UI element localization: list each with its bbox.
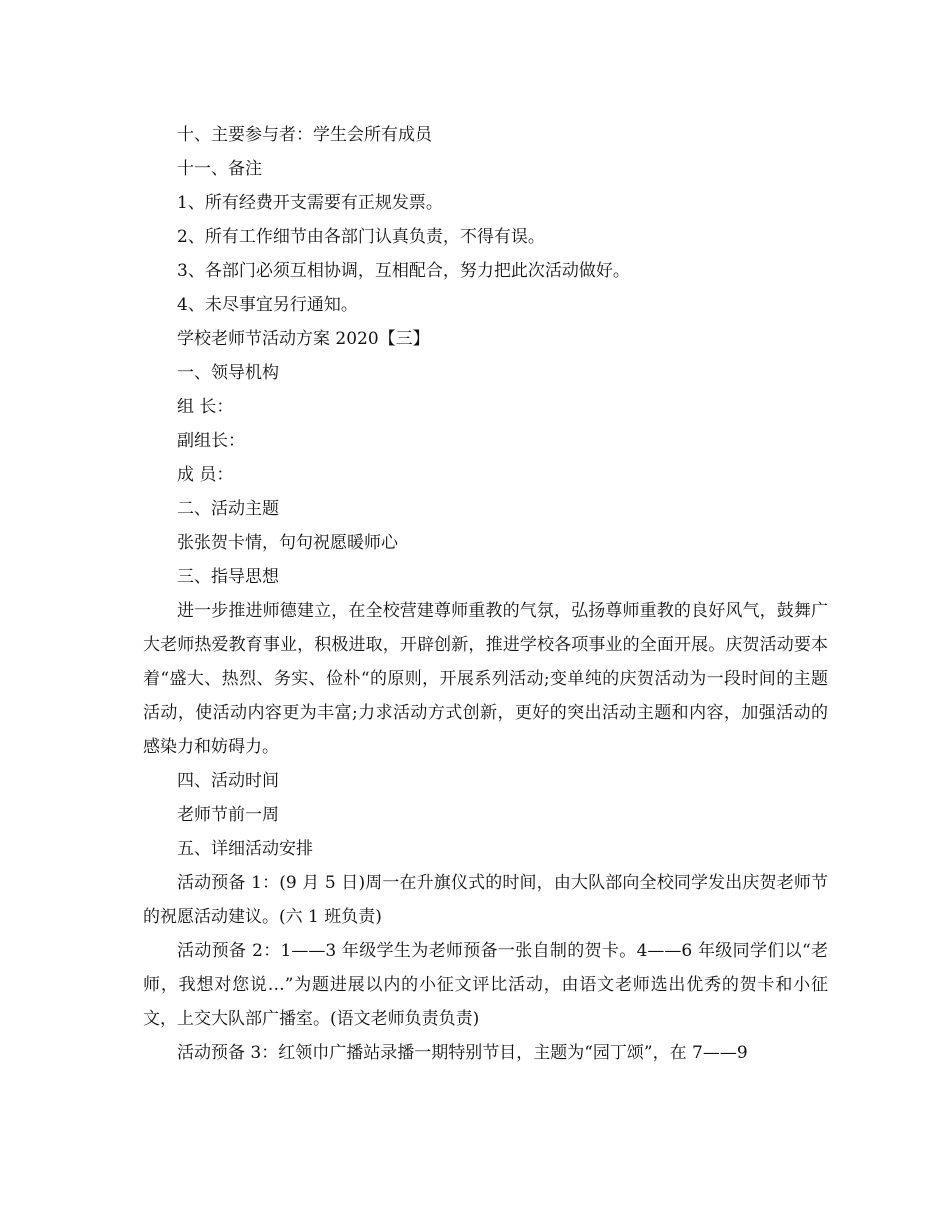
document-body [143, 118, 828, 1070]
guiding-thought-paragraph: 进一步推进师德建立，在全校营建尊师重教的气氛，弘扬尊师重教的良好风气，鼓舞广大老师热爱教育事业，积极进取，开辟创新，推进学校各项事业的全面开展。庆贺活动要本着“盛大、热烈、务实、俭朴“的原则，开展系列活动;变单纯的庆贺活动为一段时间的主题活动，使活动内容更为丰富;力求活动方式创新，更好的突出活动主题和内容，加强活动的感染力和妨碍力。 [143, 601, 828, 757]
deputy-leader-line: 副组长： [177, 431, 245, 451]
theme-text: 张张贺卡情，句句祝愿暖师心 [177, 533, 398, 553]
plan-three-title: 学校老师节活动方案 2020【三】 [177, 329, 430, 349]
heading-detailed-arrangement: 五、详细活动安排 [177, 839, 313, 859]
heading-guiding-thought: 三、指导思想 [177, 567, 279, 587]
section-ten-participants: 十、主要参与者：学生会所有成员 [177, 125, 432, 145]
heading-leadership: 一、领导机构 [177, 363, 279, 383]
note-item-4: 4、未尽事宜另行通知。 [177, 295, 358, 315]
activity-prep-3-paragraph: 活动预备 3：红领巾广播站录播一期特别节目，主题为“园丁颂”，在 7——9 [177, 1043, 748, 1063]
activity-prep-2-paragraph: 活动预备 2：1——3 年级学生为老师预备一张自制的贺卡。4——6 年级同学们以“老师，我想对您说…”为题进展以内的小征文评比活动，由语文老师选出优秀的贺卡和小征文，上交大队部广播室。(语文老师负责负责) [143, 941, 828, 1029]
activity-time-text: 老师节前一周 [177, 805, 279, 825]
activity-prep-1-paragraph: 活动预备 1：(9 月 5 日)周一在升旗仪式的时间，由大队部向全校同学发出庆贺老师节的祝愿活动建议。(六 1 班负责) [143, 873, 828, 927]
heading-activity-time: 四、活动时间 [177, 771, 279, 791]
note-item-3: 3、各部门必须互相协调，互相配合，努力把此次活动做好。 [177, 261, 630, 281]
note-item-1: 1、所有经费开支需要有正规发票。 [177, 193, 443, 213]
section-eleven-notes-heading: 十一、备注 [177, 159, 262, 179]
leader-line: 组 长： [177, 397, 234, 417]
note-item-2: 2、所有工作细节由各部门认真负责，不得有误。 [177, 227, 545, 247]
heading-theme: 二、活动主题 [177, 499, 279, 519]
members-line: 成 员： [177, 465, 234, 485]
